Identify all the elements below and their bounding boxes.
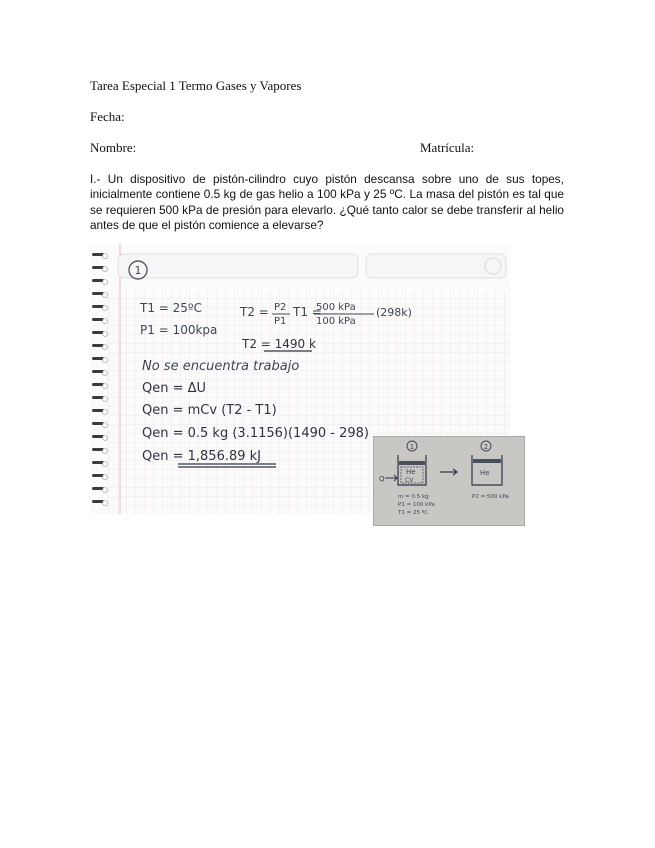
energy-balance-eq: Qen = ΔU xyxy=(142,381,207,396)
problem-statement: I.- Un dispositivo de pistón-cilindro cuyo pistón descansa sobre uno de sus topes, inicialmente contiene 0.5 kg de gas helio a 100 kPa y 25 ºC. La masa del pistón es tal que se requieren 500 kPa de presión para elevarlo. ¿Qué tanto calor se debe transferir al helio antes de que el pistón comience a elevarse? xyxy=(90,172,564,233)
state-1-gas: He xyxy=(406,468,416,476)
state-1-pressure: P1 = 100 kPa xyxy=(398,502,435,508)
heat-formula-eq: Qen = mCv (T2 - T1) xyxy=(142,403,277,418)
heat-substitution-eq: Qen = 0.5 kg (3.1156)(1490 - 298) xyxy=(142,426,369,441)
state-2-pressure: P2 = 500 kPa xyxy=(472,494,509,500)
t2-times-temperature: (298k) xyxy=(376,306,412,319)
t2-fraction-numerator: 500 kPa xyxy=(316,302,356,313)
state-2-label: 2 xyxy=(483,443,489,451)
assignment-title: Tarea Especial 1 Termo Gases y Vapores xyxy=(90,78,302,93)
t2-ratio-denominator: P1 xyxy=(274,316,287,327)
control-volume-label: CV xyxy=(405,477,414,484)
state-2-gas: He xyxy=(480,469,490,477)
t2-formula-lhs: T2 = xyxy=(240,305,269,319)
student-id-label: Matrícula: xyxy=(420,140,475,155)
state-1-temperature: T1 = 25 ºC xyxy=(398,510,429,516)
heat-label: Q xyxy=(379,475,385,483)
heat-answer: Qen = 1,856.89 kJ xyxy=(142,449,262,464)
t2-times-t1: T1 = xyxy=(293,305,322,319)
name-label: Nombre: xyxy=(90,140,137,155)
state-1-label: 1 xyxy=(409,443,415,451)
piston-cylinder-sketch-photo xyxy=(373,436,525,526)
given-p1: P1 = 100kpa xyxy=(140,323,218,337)
t2-ratio-numerator: P2 xyxy=(274,302,287,313)
no-work-note: No se encuentra trabajo xyxy=(142,359,300,374)
piston-cylinder-drawing xyxy=(374,437,524,525)
t2-result: T2 = 1490 k xyxy=(242,337,316,351)
given-t1: T1 = 25ºC xyxy=(140,301,202,315)
problem-number: 1 xyxy=(134,264,142,277)
t2-fraction-denominator: 100 kPa xyxy=(316,316,356,327)
date-label: Fecha: xyxy=(90,109,125,124)
mass-value: m = 0.5 kg xyxy=(398,494,429,500)
